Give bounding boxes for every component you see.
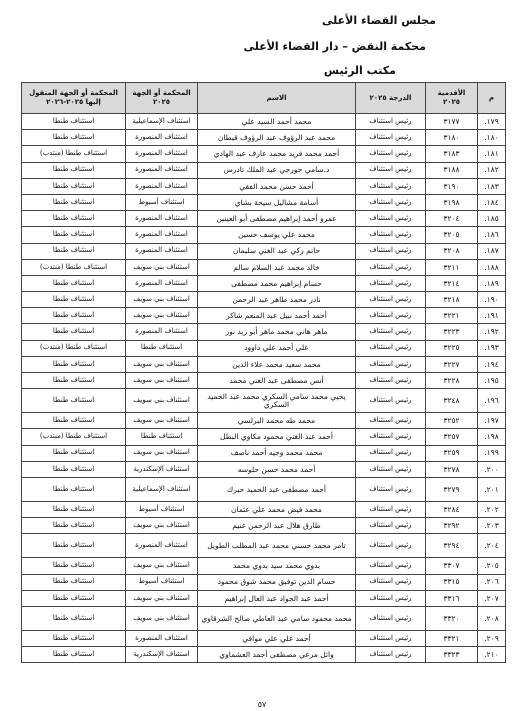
row-court: استئناف بني سويف bbox=[126, 308, 198, 324]
row-name: محمد عبد الرؤوف عبد الرؤوف قيطان bbox=[198, 130, 356, 146]
row-grade: رئيس استئناف bbox=[356, 324, 426, 340]
row-court: استئناف المنصورة bbox=[126, 130, 198, 146]
row-court: استئناف بني سويف bbox=[126, 292, 198, 308]
row-index: ١٨٩. bbox=[478, 275, 506, 291]
row-court: استئناف بني سويف bbox=[126, 590, 198, 606]
col-header-court: المحكمة أو الجهة ٢٠٢٥ bbox=[126, 83, 198, 114]
row-name: حسام إبراهيم محمد مصطفى bbox=[198, 275, 356, 291]
row-destination: استئناف طنطا bbox=[22, 461, 126, 477]
transfers-table bbox=[21, 82, 506, 663]
table-row bbox=[22, 292, 506, 308]
table-row bbox=[22, 429, 506, 445]
row-grade: رئيس استئناف bbox=[356, 518, 426, 534]
row-seniority: ٣٢٠٤ bbox=[426, 211, 478, 227]
row-destination: استئناف طنطا bbox=[22, 574, 126, 590]
row-seniority: ٣٢٩٤ bbox=[426, 534, 478, 558]
row-court: استئناف بني سويف bbox=[126, 373, 198, 389]
row-seniority: ٣٢٠٥ bbox=[426, 227, 478, 243]
row-seniority: ٣١٩٨ bbox=[426, 194, 478, 210]
row-grade: رئيس استئناف bbox=[356, 558, 426, 574]
table-row bbox=[22, 178, 506, 194]
row-court: استئناف المنصورة bbox=[126, 146, 198, 162]
row-seniority: ٣٢٠٨ bbox=[426, 243, 478, 259]
row-destination: استئناف طنطا bbox=[22, 356, 126, 372]
row-court: استئناف بني سويف bbox=[126, 606, 198, 630]
row-name: أحمد محمد فريد محمد عارف عبد الهادي bbox=[198, 146, 356, 162]
row-index: ١٨٢. bbox=[478, 162, 506, 178]
row-seniority: ٣٢٢٣ bbox=[426, 324, 478, 340]
row-seniority: ٣٣١٥ bbox=[426, 574, 478, 590]
row-court: استئناف بني سويف bbox=[126, 445, 198, 461]
row-court: استئناف المنصورة bbox=[126, 275, 198, 291]
row-court: استئناف المنصورة bbox=[126, 243, 198, 259]
row-court: استئناف طنطا bbox=[126, 429, 198, 445]
row-court: استئناف الإسكندرية bbox=[126, 461, 198, 477]
row-court: استئناف الإسكندرية bbox=[126, 647, 198, 663]
row-court: استئناف بني سويف bbox=[126, 413, 198, 429]
row-seniority: ٣٣١٦ bbox=[426, 590, 478, 606]
table-row bbox=[22, 389, 506, 413]
row-index: ١٨٤. bbox=[478, 194, 506, 210]
row-name: محمد محمد وجيه أحمد ناصف bbox=[198, 445, 356, 461]
table-row bbox=[22, 590, 506, 606]
row-grade: رئيس استئناف bbox=[356, 429, 426, 445]
row-name: أحمد حسن محمد الفقي bbox=[198, 178, 356, 194]
row-seniority: ٣١٨٣ bbox=[426, 146, 478, 162]
row-seniority: ٣٢٩٢ bbox=[426, 518, 478, 534]
row-grade: رئيس استئناف bbox=[356, 461, 426, 477]
row-court: استئناف طنطا bbox=[126, 340, 198, 356]
row-grade: رئيس استئناف bbox=[356, 114, 426, 130]
row-seniority: ٣٢٥٧ bbox=[426, 429, 478, 445]
row-index: ١٨٧. bbox=[478, 243, 506, 259]
row-grade: رئيس استئناف bbox=[356, 534, 426, 558]
court-title: محكمة النقض – دار القضاء الأعلى bbox=[243, 40, 426, 53]
row-index: ١٨٦. bbox=[478, 227, 506, 243]
row-name: أحمد أحمد نبيل عبد المنعم شاكر bbox=[198, 308, 356, 324]
row-name: أحمد عبد الغني محمود مكاوي البطل bbox=[198, 429, 356, 445]
row-name: حاتم زكي عبد الغني سليمان bbox=[198, 243, 356, 259]
row-seniority: ٣٢٢١ bbox=[426, 308, 478, 324]
row-grade: رئيس استئناف bbox=[356, 292, 426, 308]
row-index: ٢٠٠. bbox=[478, 461, 506, 477]
table-row bbox=[22, 647, 506, 663]
row-court: استئناف المنصورة bbox=[126, 630, 198, 646]
table-row bbox=[22, 275, 506, 291]
row-name: تامر محمد حسني محمد عبد المطلب الطويل bbox=[198, 534, 356, 558]
row-index: ١٨٥. bbox=[478, 211, 506, 227]
row-grade: رئيس استئناف bbox=[356, 389, 426, 413]
row-grade: رئيس استئناف bbox=[356, 373, 426, 389]
row-seniority: ٣٢٢٥ bbox=[426, 340, 478, 356]
col-header-name: الاسم bbox=[198, 83, 356, 114]
row-grade: رئيس استئناف bbox=[356, 243, 426, 259]
row-name: أحمد مصطفى عبد الحميد حبرك bbox=[198, 477, 356, 501]
table-row bbox=[22, 477, 506, 501]
row-grade: رئيس استئناف bbox=[356, 146, 426, 162]
row-name: طارق هلال عبد الرحمن غنيم bbox=[198, 518, 356, 534]
row-court: استئناف أسيوط bbox=[126, 574, 198, 590]
row-court: استئناف بني سويف bbox=[126, 356, 198, 372]
row-court: استئناف الإسماعيلية bbox=[126, 114, 198, 130]
row-seniority: ٣٣٢٠ bbox=[426, 606, 478, 630]
row-seniority: ٣١٩٠ bbox=[426, 178, 478, 194]
row-destination: استئناف طنطا bbox=[22, 413, 126, 429]
row-name: وائل مرعي مصطفى أحمد العشماوي bbox=[198, 647, 356, 663]
row-seniority: ٣٢١١ bbox=[426, 259, 478, 275]
row-index: ١٩٨. bbox=[478, 429, 506, 445]
row-destination: استئناف طنطا bbox=[22, 114, 126, 130]
row-grade: رئيس استئناف bbox=[356, 130, 426, 146]
row-seniority: ٣١٨٨ bbox=[426, 162, 478, 178]
row-court: استئناف أسيوط bbox=[126, 194, 198, 210]
row-court: استئناف المنصورة bbox=[126, 162, 198, 178]
row-index: ٢٠٤. bbox=[478, 534, 506, 558]
row-index: ١٨٠. bbox=[478, 130, 506, 146]
row-grade: رئيس استئناف bbox=[356, 590, 426, 606]
row-seniority: ٣٢١٤ bbox=[426, 275, 478, 291]
row-grade: رئيس استئناف bbox=[356, 606, 426, 630]
row-destination: استئناف طنطا bbox=[22, 308, 126, 324]
table-row bbox=[22, 356, 506, 372]
row-index: ٢٠٦. bbox=[478, 574, 506, 590]
table-row bbox=[22, 445, 506, 461]
row-name: حسام الدين توفيق محمد شوق محمود bbox=[198, 574, 356, 590]
row-grade: رئيس استئناف bbox=[356, 340, 426, 356]
row-index: ١٩٤. bbox=[478, 356, 506, 372]
row-grade: رئيس استئناف bbox=[356, 445, 426, 461]
row-destination: استئناف طنطا bbox=[22, 518, 126, 534]
row-name: محمد فيض محمد علي عثمان bbox=[198, 501, 356, 517]
col-header-grade: الدرجة ٢٠٢٥ bbox=[356, 83, 426, 114]
row-index: ١٨١. bbox=[478, 146, 506, 162]
row-destination: استئناف طنطا bbox=[22, 590, 126, 606]
row-destination: استئناف طنطا bbox=[22, 445, 126, 461]
row-grade: رئيس استئناف bbox=[356, 308, 426, 324]
table-row bbox=[22, 146, 506, 162]
row-court: استئناف المنصورة bbox=[126, 178, 198, 194]
table-row bbox=[22, 259, 506, 275]
table-header-row bbox=[22, 83, 506, 114]
row-index: ٢٠٣. bbox=[478, 518, 506, 534]
row-grade: رئيس استئناف bbox=[356, 630, 426, 646]
row-grade: رئيس استئناف bbox=[356, 211, 426, 227]
row-index: ١٩٥. bbox=[478, 373, 506, 389]
row-destination: استئناف طنطا bbox=[22, 606, 126, 630]
row-index: ٢٠٧. bbox=[478, 590, 506, 606]
page-number: ٥٧ bbox=[257, 700, 267, 709]
row-seniority: ٣٢٥٢ bbox=[426, 413, 478, 429]
row-name: محمد أحمد السيد علي bbox=[198, 114, 356, 130]
row-index: ١٨٣. bbox=[478, 178, 506, 194]
row-grade: رئيس استئناف bbox=[356, 477, 426, 501]
row-name: نادر محمد طاهر عبد الرحمن bbox=[198, 292, 356, 308]
table-row bbox=[22, 518, 506, 534]
row-seniority: ٣٣٢٣ bbox=[426, 647, 478, 663]
row-destination: استئناف طنطا bbox=[22, 501, 126, 517]
row-grade: رئيس استئناف bbox=[356, 413, 426, 429]
row-name: أنس مصطفى عبد الغني محمد bbox=[198, 373, 356, 389]
row-grade: رئيس استئناف bbox=[356, 162, 426, 178]
row-name: أحمد عبد الجواد عبد العال إبراهيم bbox=[198, 590, 356, 606]
row-name: يحيي محمد سامي السكري محمد عبد الحميد السكري bbox=[198, 389, 356, 413]
row-name: محمد محمود سامي عبد العاطي صالح الشرقاوي bbox=[198, 606, 356, 630]
table-row bbox=[22, 308, 506, 324]
row-index: ١٩٢. bbox=[478, 324, 506, 340]
table-row bbox=[22, 373, 506, 389]
row-grade: رئيس استئناف bbox=[356, 259, 426, 275]
row-name: أحمد علي علي موافي bbox=[198, 630, 356, 646]
row-destination: استئناف طنطا (منتدب) bbox=[22, 429, 126, 445]
col-header-index: م bbox=[478, 83, 506, 114]
row-name: علي أحمد علي داوود bbox=[198, 340, 356, 356]
row-destination: استئناف طنطا (منتدب) bbox=[22, 259, 126, 275]
table-row bbox=[22, 534, 506, 558]
row-index: ١٩٩. bbox=[478, 445, 506, 461]
row-court: استئناف بني سويف bbox=[126, 259, 198, 275]
row-court: استئناف المنصورة bbox=[126, 227, 198, 243]
row-destination: استئناف طنطا bbox=[22, 630, 126, 646]
row-grade: رئيس استئناف bbox=[356, 275, 426, 291]
row-seniority: ٣١٨٠ bbox=[426, 130, 478, 146]
table-row bbox=[22, 606, 506, 630]
row-destination: استئناف طنطا bbox=[22, 194, 126, 210]
row-destination: استئناف طنطا bbox=[22, 243, 126, 259]
table-row bbox=[22, 413, 506, 429]
council-title: مجلس القضاء الأعلى bbox=[322, 14, 436, 27]
table-row bbox=[22, 324, 506, 340]
row-index: ١٨٨. bbox=[478, 259, 506, 275]
table-row bbox=[22, 501, 506, 517]
row-seniority: ٣٢٧٩ bbox=[426, 477, 478, 501]
table-row bbox=[22, 243, 506, 259]
row-seniority: ٣٢١٨ bbox=[426, 292, 478, 308]
row-index: ٢١٠. bbox=[478, 647, 506, 663]
row-name: عمرو أحمد إبراهيم مصطفى أبو العينين bbox=[198, 211, 356, 227]
row-seniority: ٣١٧٧ bbox=[426, 114, 478, 130]
row-destination: استئناف طنطا bbox=[22, 558, 126, 574]
row-seniority: ٣٣٢١ bbox=[426, 630, 478, 646]
table-row bbox=[22, 574, 506, 590]
row-destination: استئناف طنطا bbox=[22, 275, 126, 291]
row-name: محمد سعيد محمد علاء الدين bbox=[198, 356, 356, 372]
row-destination: استئناف طنطا bbox=[22, 130, 126, 146]
row-index: ١٩٦. bbox=[478, 389, 506, 413]
row-court: استئناف بني سويف bbox=[126, 518, 198, 534]
row-grade: رئيس استئناف bbox=[356, 647, 426, 663]
row-destination: استئناف طنطا (منتدب) bbox=[22, 146, 126, 162]
table-row bbox=[22, 461, 506, 477]
row-destination: استئناف طنطا bbox=[22, 227, 126, 243]
table-body bbox=[22, 114, 506, 663]
row-grade: رئيس استئناف bbox=[356, 194, 426, 210]
row-name: محمد علي يوسف حسين bbox=[198, 227, 356, 243]
table-row bbox=[22, 211, 506, 227]
row-index: ٢٠٢. bbox=[478, 501, 506, 517]
row-destination: استئناف طنطا (منتدب) bbox=[22, 340, 126, 356]
row-destination: استئناف طنطا bbox=[22, 211, 126, 227]
row-seniority: ٣٢٤٨ bbox=[426, 389, 478, 413]
row-index: ١٩١. bbox=[478, 308, 506, 324]
row-court: استئناف المنصورة bbox=[126, 211, 198, 227]
row-seniority: ٣٢٢٨ bbox=[426, 373, 478, 389]
row-destination: استئناف طنطا bbox=[22, 324, 126, 340]
row-destination: استئناف طنطا bbox=[22, 178, 126, 194]
col-header-destination: المحكمة أو الجهة المنقول إليها ٢٠٢٥-٢٠٢٦ bbox=[22, 83, 126, 114]
row-name: أحمد محمد حسن حلوسه bbox=[198, 461, 356, 477]
row-seniority: ٣٢٧٨ bbox=[426, 461, 478, 477]
row-name: خالد محمد عبد السلام سالم bbox=[198, 259, 356, 275]
row-court: استئناف المنصورة bbox=[126, 324, 198, 340]
row-index: ١٩٠. bbox=[478, 292, 506, 308]
table-row bbox=[22, 130, 506, 146]
row-name: أسامة مشاليل سيحة بشاي bbox=[198, 194, 356, 210]
row-name: محمد طه محمد البرلسي bbox=[198, 413, 356, 429]
row-destination: استئناف طنطا bbox=[22, 162, 126, 178]
row-index: ٢٠٩. bbox=[478, 630, 506, 646]
row-seniority: ٣٢٥٩ bbox=[426, 445, 478, 461]
row-destination: استئناف طنطا bbox=[22, 389, 126, 413]
row-index: ٢٠١. bbox=[478, 477, 506, 501]
row-index: ١٧٩. bbox=[478, 114, 506, 130]
row-name: د.سامي جورجي عبد الملك تادرس bbox=[198, 162, 356, 178]
table-row bbox=[22, 340, 506, 356]
table-row bbox=[22, 194, 506, 210]
row-court: استئناف بني سويف bbox=[126, 558, 198, 574]
row-index: ٢٠٥. bbox=[478, 558, 506, 574]
row-name: ماهر هاني محمد ماهر أبو زيد نور bbox=[198, 324, 356, 340]
col-header-seniority: الأقدمية ٢٠٢٥ bbox=[426, 83, 478, 114]
row-seniority: ٣٢٨٤ bbox=[426, 501, 478, 517]
office-title: مكتب الرئيس bbox=[323, 64, 396, 77]
row-name: بدوي محمد سيد بدوي محمد bbox=[198, 558, 356, 574]
row-destination: استئناف طنطا bbox=[22, 477, 126, 501]
row-destination: استئناف طنطا bbox=[22, 373, 126, 389]
row-index: ٢٠٨. bbox=[478, 606, 506, 630]
row-grade: رئيس استئناف bbox=[356, 178, 426, 194]
row-seniority: ٣٢٢٧ bbox=[426, 356, 478, 372]
row-index: ١٩٧. bbox=[478, 413, 506, 429]
table-row bbox=[22, 114, 506, 130]
table-row bbox=[22, 630, 506, 646]
table-row bbox=[22, 558, 506, 574]
row-grade: رئيس استئناف bbox=[356, 227, 426, 243]
row-grade: رئيس استئناف bbox=[356, 574, 426, 590]
row-grade: رئيس استئناف bbox=[356, 356, 426, 372]
row-index: ١٩٣. bbox=[478, 340, 506, 356]
row-court: استئناف المنصورة bbox=[126, 534, 198, 558]
row-destination: استئناف طنطا bbox=[22, 292, 126, 308]
row-grade: رئيس استئناف bbox=[356, 501, 426, 517]
row-court: استئناف أسيوط bbox=[126, 501, 198, 517]
row-destination: استئناف طنطا bbox=[22, 647, 126, 663]
table-row bbox=[22, 162, 506, 178]
table-row bbox=[22, 227, 506, 243]
row-seniority: ٣٣٠٧ bbox=[426, 558, 478, 574]
row-destination: استئناف طنطا bbox=[22, 534, 126, 558]
row-court: استئناف الإسماعيلية bbox=[126, 477, 198, 501]
row-court: استئناف بني سويف bbox=[126, 389, 198, 413]
